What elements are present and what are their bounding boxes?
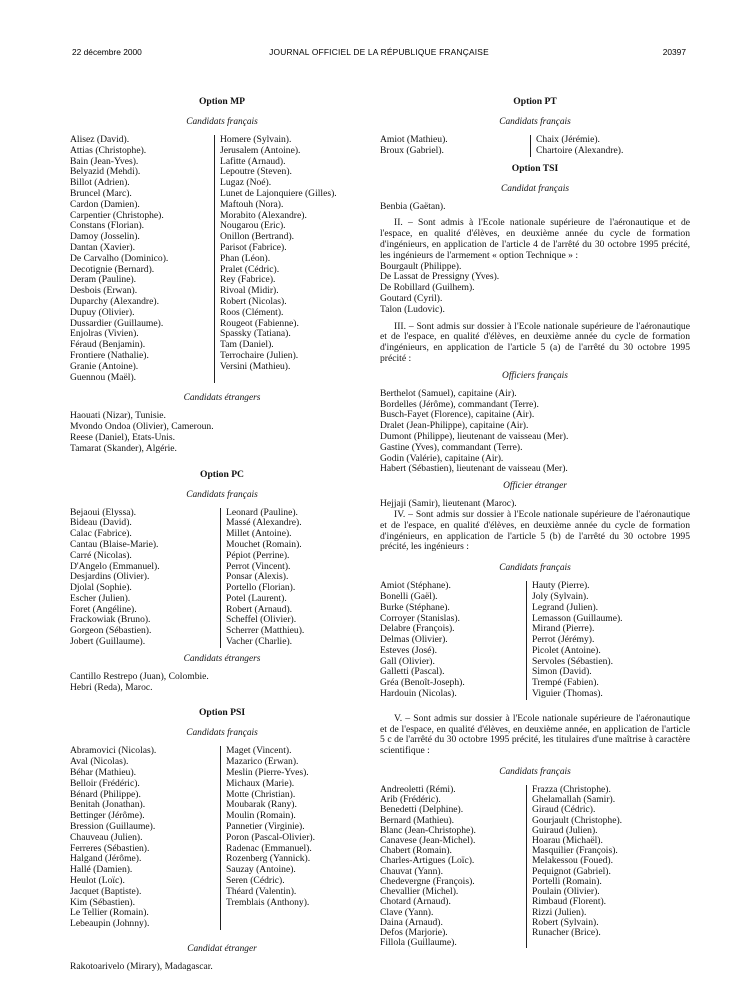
list-item: Benitah (Jonathan). (70, 799, 146, 811)
list-item: Onillon (Bertrand). (220, 231, 295, 243)
mp-list-col2 (214, 135, 374, 383)
psi-list-col2 (220, 746, 374, 930)
list-item: Chevallier (Michel). (380, 886, 459, 898)
list-item: Frontiere (Nathalie). (70, 349, 149, 361)
list-item: Bejaoui (Elyssa). (70, 506, 137, 518)
list-item: Amiot (Stéphane). (380, 580, 451, 592)
list-item: Poulain (Olivier). (532, 886, 600, 898)
list-item: Meslin (Pierre-Yves). (226, 767, 309, 779)
list-item: Dumont (Philippe), lieutenant de vaisseau (Mer). (380, 430, 569, 442)
list-item: Broux (Gabriel). (380, 144, 444, 156)
option-pc-heading: Option PC (200, 468, 244, 480)
list-item: Perrot (Vincent). (226, 560, 291, 572)
list-item: Lafitte (Arnaud). (220, 155, 286, 167)
list-item: Robert (Arnaud). (226, 603, 293, 615)
section-iii-paragraph: III. – Sont admis sur dossier à l'Ecole nationale supérieure de l'aéronautique et de l'espace, en qualité d'élèves, en deuxième année du cycle de formation d'ingénieurs, en application de l'article 5 (a) de l'arrêté du 30 octobre 1995 précité : (380, 320, 690, 364)
list-item: Hebri (Reda), Maroc. (70, 681, 153, 693)
list-item: De Carvalho (Dominico). (70, 252, 169, 264)
list-item: Mouchet (Romain). (226, 538, 302, 550)
page-header (72, 47, 686, 59)
list-item: Decotignie (Bernard). (70, 263, 155, 275)
page-number: 20397 (662, 47, 686, 57)
list-item: Bression (Guillaume). (70, 821, 156, 833)
list-item: Aval (Nicolas). (70, 756, 129, 768)
list-item: Maget (Vincent). (226, 745, 292, 757)
list-item: Pannetier (Virginie). (226, 821, 305, 833)
pc-foreign-candidates (70, 672, 374, 694)
list-item: Moulin (Romain). (226, 810, 296, 822)
list-item: Escher (Julien). (70, 592, 131, 604)
list-item: Phan (Léon). (220, 252, 271, 264)
list-item: Tam (Daniel). (220, 339, 274, 351)
list-item: Giraud (Cédric). (532, 804, 596, 816)
list-item: Legrand (Julien). (532, 601, 599, 613)
list-item: Massé (Alexandre). (226, 517, 302, 529)
list-item: Rimbaud (Florent). (532, 896, 607, 908)
list-item: Hallé (Damien). (70, 864, 133, 876)
list-item: Viguier (Thomas). (532, 688, 603, 700)
sec5-candidats-francais-label: Candidats français (499, 767, 571, 778)
list-item: Spassky (Tatiana). (220, 328, 291, 340)
list-item: Blanc (Jean-Christophe). (380, 824, 476, 836)
left-column (70, 96, 374, 973)
pc-candidats-etrangers-label: Candidats étrangers (183, 653, 261, 664)
list-item: Moubarak (Rany). (226, 799, 297, 811)
option-tsi-heading: Option TSI (511, 162, 559, 174)
list-item: Gastine (Yves), commandant (Terre). (380, 441, 523, 453)
psi-candidats-francais-label: Candidats français (186, 728, 258, 739)
list-item: Pequignot (Gabriel). (532, 865, 611, 877)
mp-list-col1 (70, 135, 214, 383)
psi-candidat-etranger-label: Candidat étranger (187, 944, 257, 955)
list-item: Calac (Fabrice). (70, 528, 132, 540)
list-item: Portello (Florian). (226, 582, 296, 594)
list-item: Maftouh (Nora). (220, 198, 284, 210)
list-item: Abramovici (Nicolas). (70, 745, 157, 757)
list-item: Frackowiak (Bruno). (70, 614, 151, 626)
section-ii-names (380, 262, 690, 316)
list-item: Robert (Nicolas). (220, 295, 287, 307)
list-item: Trempé (Fabien). (532, 677, 599, 689)
psi-list-col1 (70, 746, 220, 930)
list-item: Carré (Nicolas). (70, 549, 132, 561)
list-item: Arib (Frédéric). (380, 794, 441, 806)
list-item: Deram (Pauline). (70, 274, 137, 286)
list-item: Hejjaji (Samir), lieutenant (Maroc). (380, 498, 517, 510)
list-item: Ferreres (Sébastien). (70, 842, 150, 854)
list-item: Seren (Cédric). (226, 875, 285, 887)
list-item: Jobert (Guillaume). (70, 636, 146, 648)
list-item: Chartoire (Alexandre). (536, 144, 624, 156)
section-v-paragraph: V. – Sont admis sur dossier à l'Ecole nationale supérieure de l'aéronautique et de l'espace, en qualité d'élèves, en deuxième année, en application de l'article 5 c de l'arrêté du 30 octobre 1995 précité, les titulaires d'une maîtrise à caractère scientifique : (380, 712, 690, 757)
list-item: Lebeaupin (Johnny). (70, 918, 150, 930)
list-item: Pralet (Cédric). (220, 263, 280, 275)
list-item: De Lassat de Pressigny (Yves). (380, 271, 500, 283)
list-item: Damoy (Josselin). (70, 231, 140, 243)
list-item: Ponsar (Alexis). (226, 571, 289, 583)
option-pt-heading: Option PT (513, 96, 557, 107)
list-item: Rizzi (Julien). (532, 906, 587, 918)
list-item: Gréa (Benoît-Joseph). (380, 677, 465, 689)
list-item: Dussardier (Guillaume). (70, 317, 164, 329)
list-item: Pépiot (Perrine). (226, 549, 290, 561)
list-item: Rivoal (Midir). (220, 285, 279, 297)
list-item: Attias (Christophe). (70, 144, 147, 156)
list-item: Rakotoarivelo (Mirary), Madagascar. (70, 961, 213, 973)
list-item: Kim (Sébastien). (70, 896, 136, 908)
list-item: Chabert (Romain). (380, 845, 452, 857)
list-item: Cantillo Restrepo (Juan), Colombie. (70, 670, 209, 682)
list-item: Michaux (Marie). (226, 777, 295, 789)
header-date: 22 décembre 2000 (72, 47, 142, 57)
tsi-candidat-francais-label: Candidat français (501, 183, 569, 194)
list-item: Poron (Pascal-Olivier). (226, 831, 315, 843)
list-item: Heulot (Loïc). (70, 875, 125, 887)
tsi-candidates (380, 202, 690, 213)
pt-list-col1 (380, 135, 530, 157)
list-item: Granie (Antoine). (70, 360, 139, 372)
pc-candidats-francais-label: Candidats français (186, 489, 258, 500)
list-item: Busch-Fayet (Florence), capitaine (Air). (380, 409, 535, 421)
list-item: Nougarou (Eric). (220, 220, 286, 232)
list-item: Masquilier (François). (532, 845, 618, 857)
list-item: Melakessou (Foued). (532, 855, 613, 867)
list-item: Cantau (Blaise-Marie). (70, 538, 159, 550)
officiers-francais-label: Officiers français (502, 370, 568, 381)
mp-candidats-francais-label: Candidats français (186, 117, 258, 127)
list-item: Billot (Adrien). (70, 177, 130, 189)
list-item: Djolal (Sophie). (70, 582, 132, 594)
list-item: Cardon (Damien). (70, 198, 140, 210)
list-item: Bideau (David). (70, 517, 132, 529)
list-item: Haouati (Nizar), Tunisie. (70, 410, 166, 422)
list-item: Dupuy (Olivier). (70, 306, 135, 318)
list-item: Lugaz (Noé). (220, 177, 272, 189)
sec5-french-candidates (380, 785, 690, 948)
list-item: Théard (Valentin). (226, 885, 297, 897)
list-item: Runacher (Brice). (532, 926, 601, 938)
option-mp-heading: Option MP (198, 96, 246, 107)
list-item: Belyazid (Mehdi). (70, 166, 141, 178)
list-item: Gourjault (Christophe). (532, 814, 623, 826)
list-item: D'Angelo (Emmanuel). (70, 560, 160, 572)
mp-foreign-candidates (70, 411, 374, 454)
list-item: Canavese (Jean-Michel). (380, 835, 476, 847)
list-item: Godin (Valérie), capitaine (Air). (380, 452, 504, 464)
list-item: Belloir (Frédéric). (70, 777, 140, 789)
sec4-list-col1 (380, 581, 526, 700)
list-item: Burke (Stéphane). (380, 601, 450, 613)
pt-candidats-francais-label: Candidats français (499, 117, 571, 127)
list-item: Mazarico (Erwan). (226, 756, 299, 768)
list-item: Habert (Sébastien), lieutenant de vaisseau (Mer). (380, 463, 568, 475)
sec5-list-col2 (526, 785, 690, 948)
list-item: Lemasson (Guillaume). (532, 612, 623, 624)
pc-list-col1 (70, 508, 220, 648)
list-item: Fillola (Guillaume). (380, 937, 457, 949)
sec5-list-col1 (380, 785, 526, 948)
list-item: Guiraud (Julien). (532, 824, 598, 836)
list-item: Halgand (Jérôme). (70, 853, 142, 865)
list-item: Hoarau (Michaël). (532, 835, 603, 847)
option-psi-heading: Option PSI (198, 707, 246, 719)
list-item: Defos (Marjorie). (380, 926, 448, 938)
list-item: Picolet (Antoine). (532, 644, 601, 656)
list-item: Vacher (Charlie). (226, 636, 293, 648)
section-ii-paragraph: II. – Sont admis à l'Ecole nationale supérieure de l'aéronautique et de l'espace, en qualité d'élèves, en deuxième année du cycle de formation d'ingénieurs, en application de l'article 4 de l'arrêté du 30 octobre 1995 précité, les ingénieurs de l'armement « option Technique » : (380, 217, 690, 261)
list-item: Servoles (Sébastien). (532, 655, 613, 667)
list-item: Talon (Ludovic). (380, 303, 445, 315)
list-item: Chauvat (Yann). (380, 865, 443, 877)
list-item: Roos (Clément). (220, 306, 284, 318)
list-item: Bruncel (Marc). (70, 187, 132, 199)
list-item: Daina (Arnaud). (380, 916, 443, 928)
list-item: Reese (Daniel), Etats-Unis. (70, 431, 175, 443)
list-item: Scherrer (Matthieu). (226, 625, 305, 637)
list-item: Berthelot (Samuel), capitaine (Air). (380, 387, 517, 399)
list-item: Scheffel (Olivier). (226, 614, 297, 626)
psi-french-candidates (70, 746, 374, 930)
list-item: Bain (Jean-Yves). (70, 155, 139, 167)
list-item: Jacquet (Baptiste). (70, 885, 142, 897)
section-iv-paragraph: IV. – Sont admis sur dossier à l'Ecole nationale supérieure de l'aéronautique et de l'espace, en qualité d'élèves, en deuxième année du cycle de formation d'ingénieurs, en application de l'article 5 (b) de l'arrêté du 30 octobre 1995 précité, les ingénieurs : (380, 508, 690, 553)
list-item: Versini (Mathieu). (220, 360, 291, 372)
mp-french-candidates (70, 135, 374, 383)
list-item: Joly (Sylvain). (532, 590, 589, 602)
list-item: Morabito (Alexandre). (220, 209, 307, 221)
list-item: Carpentier (Christophe). (70, 209, 164, 221)
list-item: Constans (Florian). (70, 220, 145, 232)
list-item: Benedetti (Delphine). (380, 804, 464, 816)
list-item: Rougeot (Fabienne). (220, 317, 299, 329)
list-item: Chauveau (Julien). (70, 831, 143, 843)
list-item: Parisot (Fabrice). (220, 241, 287, 253)
sec4-candidats-francais-label: Candidats français (499, 563, 571, 574)
list-item: Goutard (Cyril). (380, 292, 443, 304)
list-item: Chaix (Jérémie). (536, 134, 600, 145)
list-item: Desjardins (Olivier). (70, 571, 150, 583)
list-item: Perrot (Jérémy). (532, 634, 595, 646)
list-item: Robert (Sylvain). (532, 916, 599, 928)
list-item: Dralet (Jean-Philippe), capitaine (Air). (380, 420, 529, 432)
list-item: Bonelli (Gaël). (380, 590, 438, 602)
sec4-french-candidates (380, 581, 690, 700)
list-item: Portelli (Romain). (532, 875, 602, 887)
list-item: Lunet de Lajonquiere (Gilles). (220, 187, 337, 199)
pt-french-candidates (380, 135, 690, 157)
list-item: Mirand (Pierre). (532, 623, 595, 635)
list-item: Béhar (Mathieu). (70, 767, 137, 779)
list-item: Esteves (José). (380, 644, 438, 656)
list-item: Clave (Yann). (380, 906, 434, 918)
list-item: Bordelles (Jérôme), commandant (Terre). (380, 398, 539, 410)
list-item: Ghelamallah (Samir). (532, 794, 616, 806)
list-item: Corroyer (Stanislas). (380, 612, 460, 624)
list-item: Homere (Sylvain). (220, 134, 292, 145)
list-item: Frazza (Christophe). (532, 784, 611, 796)
list-item: Desbois (Erwan). (70, 285, 138, 297)
list-item: Bourgault (Philippe). (380, 260, 462, 272)
mp-candidats-etrangers-label: Candidats étrangers (183, 393, 261, 404)
list-item: Enjolras (Vivien). (70, 328, 139, 340)
list-item: Jerusalem (Antoine). (220, 144, 301, 156)
list-item: Hauty (Pierre). (532, 580, 590, 592)
journal-title: JOURNAL OFFICIEL DE LA RÉPUBLIQUE FRANÇAISE (269, 47, 489, 57)
sec4-list-col2 (526, 581, 690, 700)
list-item: Gall (Olivier). (380, 655, 435, 667)
list-item: De Robillard (Guilhem). (380, 282, 475, 294)
list-item: Chotard (Arnaud). (380, 896, 451, 908)
list-item: Dantan (Xavier). (70, 241, 135, 253)
list-item: Rey (Fabrice). (220, 274, 276, 286)
officier-etranger-label: Officier étranger (503, 481, 567, 492)
list-item: Simon (David). (532, 666, 592, 678)
list-item: Duparchy (Alexandre). (70, 295, 159, 307)
list-item: Andreoletti (Rémi). (380, 784, 456, 796)
list-item: Terrochaire (Julien). (220, 349, 299, 361)
right-column (380, 96, 690, 948)
list-item: Delabre (François). (380, 623, 455, 635)
list-item: Mvondo Ondoa (Olivier), Cameroun. (70, 421, 214, 433)
list-item: Charles-Artigues (Loïc). (380, 855, 475, 867)
list-item: Radenac (Emmanuel). (226, 842, 312, 854)
psi-foreign-candidates (70, 962, 374, 973)
list-item: Tamarat (Skander), Algérie. (70, 442, 177, 454)
list-item: Potel (Laurent). (226, 592, 287, 604)
list-item: Tremblais (Anthony). (226, 896, 310, 908)
list-item: Foret (Angéline). (70, 603, 137, 615)
list-item: Féraud (Benjamin). (70, 339, 146, 351)
list-item: Bernard (Mathieu). (380, 814, 455, 826)
list-item: Bénard (Philippe). (70, 788, 141, 800)
pc-french-candidates (70, 508, 374, 648)
list-item: Gorgeon (Sébastien). (70, 625, 152, 637)
list-item: Chedevergne (François). (380, 875, 475, 887)
list-item: Alisez (David). (70, 134, 130, 145)
list-item: Benbia (Gaëtan). (380, 200, 446, 212)
french-officers-list (380, 389, 690, 475)
list-item: Delmas (Olivier). (380, 634, 448, 646)
list-item: Bettinger (Jérôme). (70, 810, 145, 822)
pc-list-col2 (220, 508, 374, 648)
list-item: Guennou (Maël). (70, 371, 137, 383)
pt-list-col2 (530, 135, 690, 157)
list-item: Millet (Antoine). (226, 528, 292, 540)
list-item: Sauzay (Antoine). (226, 864, 296, 876)
list-item: Le Tellier (Romain). (70, 907, 149, 919)
list-item: Lepoutre (Steven). (220, 166, 292, 178)
list-item: Hardouin (Nicolas). (380, 688, 457, 700)
list-item: Leonard (Pauline). (226, 506, 298, 518)
list-item: Amiot (Mathieu). (380, 134, 448, 145)
list-item: Motte (Christian). (226, 788, 296, 800)
list-item: Rozenberg (Yannick). (226, 853, 311, 865)
list-item: Galletti (Pascal). (380, 666, 445, 678)
